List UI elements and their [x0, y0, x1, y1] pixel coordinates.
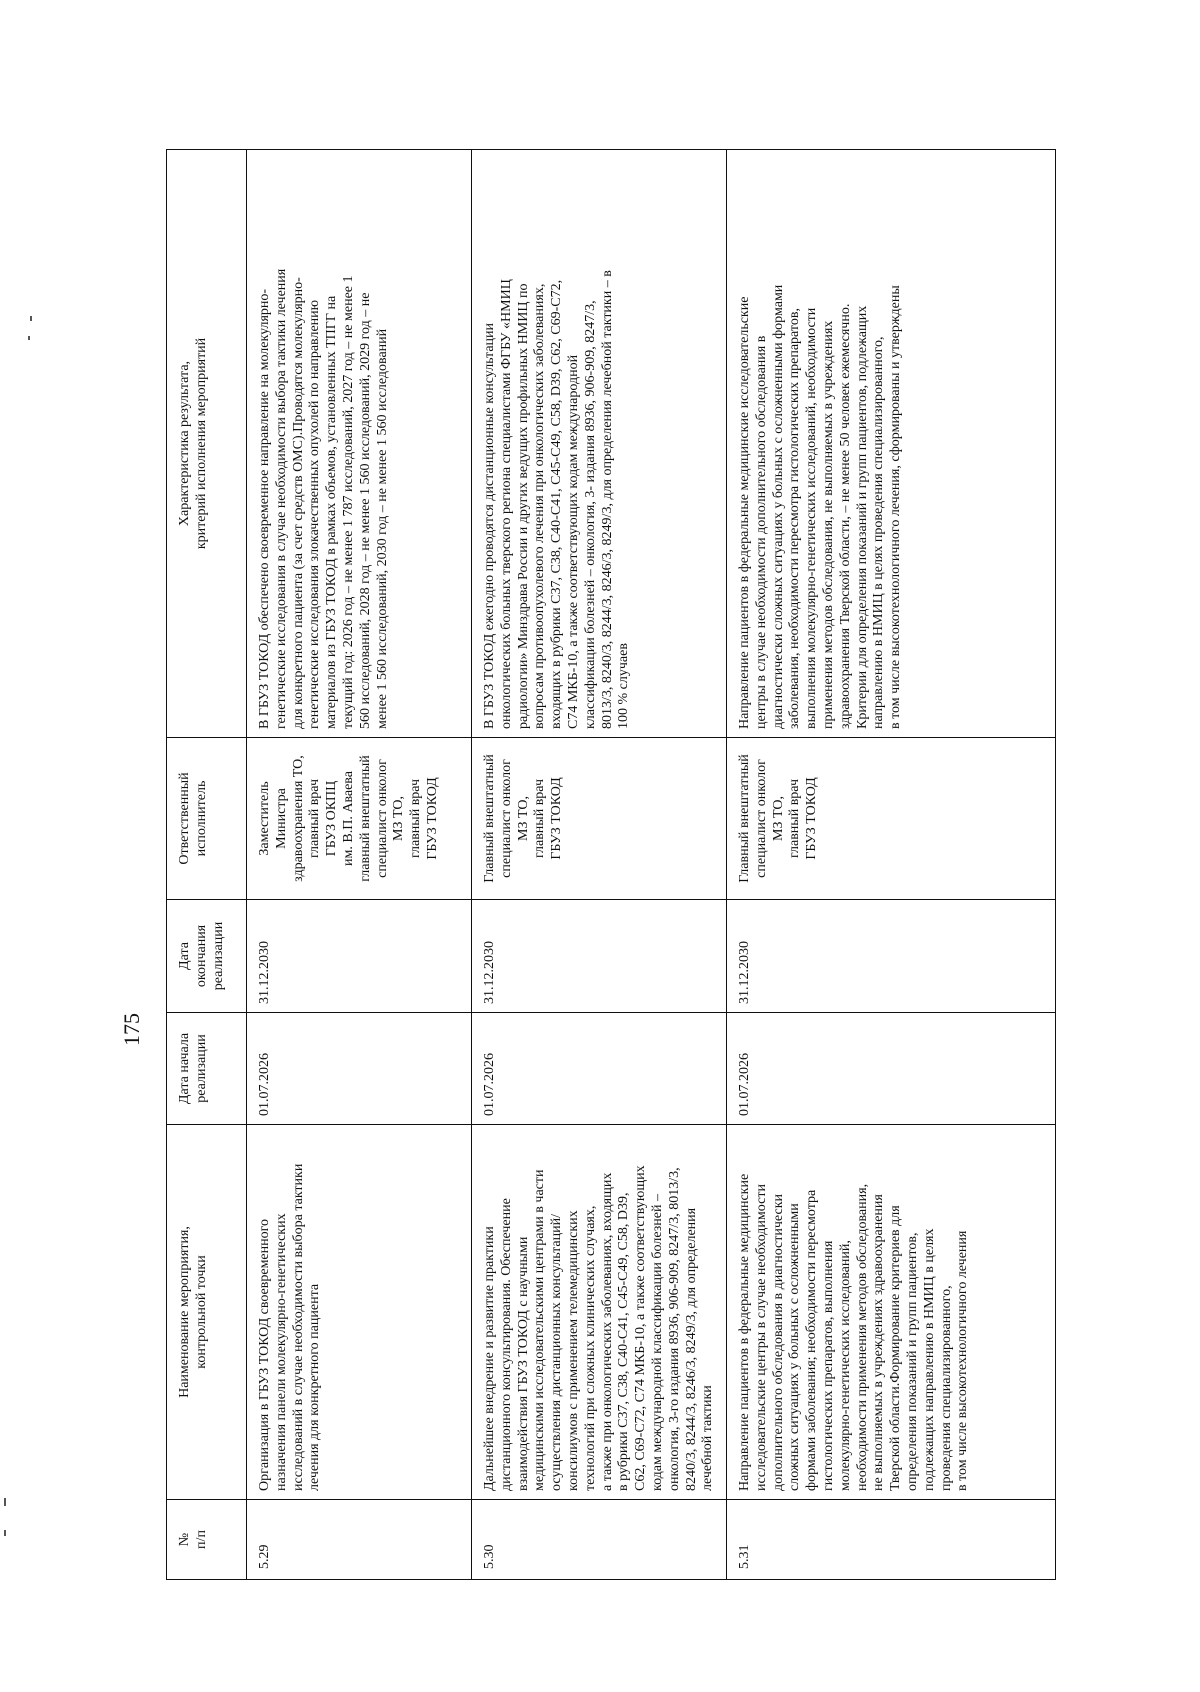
table-row	[247, 150, 472, 1580]
row-number: 5.31	[727, 1500, 1056, 1580]
scan-speck	[4, 1530, 6, 1536]
row-start-date: 01.07.2026	[727, 1013, 1056, 1125]
row-number: 5.29	[247, 1500, 472, 1580]
scan-speck	[4, 1498, 6, 1506]
row-start-date: 01.07.2026	[247, 1013, 472, 1125]
row-responsible: Заместитель Министра здравоохранения ТО, главный врач ГБУЗ ОКПЦ им. В.П. Аваева главный внештатный специалист онколог МЗ ТО, главный врач ГБУЗ ТОКОД	[247, 738, 472, 900]
row-measure-name: Организация в ГБУЗ ТОКОД своевременного назначения панели молекулярно-генетических исследований в случае необходимости выбора тактики лечения для конкретного пациента	[247, 1125, 472, 1500]
header-start-date: Дата начала реализации	[167, 1013, 247, 1125]
header-end-date: Дата окончания реализации	[167, 900, 247, 1013]
header-result: Характеристика результата, критерий исполнения мероприятий	[167, 150, 247, 738]
scan-speck	[30, 316, 32, 321]
row-start-date: 01.07.2026	[472, 1013, 727, 1125]
page-number: 175	[119, 1013, 144, 1046]
row-end-date: 31.12.2030	[247, 900, 472, 1013]
scan-speck	[28, 336, 30, 340]
row-measure-name: Направление пациентов в федеральные медицинские исследовательские центры в случае необходимости дополнительного обследования в диагностически сложных ситуациях у больных с осложненными формами заболевания; необходимости пересмотра гистологических препаратов, выполнения молекулярно-генетических исследований, необходимости применения методов обследования, не выполняемых в учреждениях здравоохранения Тверской области.Формирование критериев для определения показаний и групп пациентов, подлежащих направлению в НМИЦ в целях проведения специализированного, в том числе высокотехнологичного лечения	[727, 1125, 1056, 1500]
row-number: 5.30	[472, 1500, 727, 1580]
row-result: В ГБУЗ ТОКОД ежегодно проводятся дистанционные консультации онкологических больных тверского региона специалистами ФГБУ «НМИЦ радиологии» Минздрава России и других ведущих профильных НМИЦ по вопросам противоопухолевого лечения при онкологических заболеваниях, входящих в рубрики С37, С38, С40-С41, С45-С49, С58, D39, С62, С69-С72, С74 МКБ-10, а также соответствующих кодам международной классификации болезней – онкология, 3- издания 8936, 906-909, 8247/3, 8013/3, 8240/3, 8244/3, 8246/3, 8249/3, для определения лечебной тактики – в 100 % случаев	[472, 150, 727, 738]
table-header-row	[167, 150, 247, 1580]
row-responsible: Главный внештатный специалист онколог МЗ ТО, главный врач ГБУЗ ТОКОД	[472, 738, 727, 900]
table-row	[727, 150, 1056, 1580]
table-row	[472, 150, 727, 1580]
row-responsible: Главный внештатный специалист онколог МЗ ТО, главный врач ГБУЗ ТОКОД	[727, 738, 1056, 900]
header-number: № п/п	[167, 1500, 247, 1580]
row-result: В ГБУЗ ТОКОД обеспечено своевременное направление на молекулярно- генетические исследования в случае необходимости выбора тактики лечения для конкретного пациента (за счет средств ОМС).Проводятся молекулярно- генетические исследования злокачественных опухолей по направлению материалов из ГБУЗ ТОКОД в рамках объемов, установленных ТПГГ на текущий год: 2026 год – не менее 1 787 исследований, 2027 год – не менее 1 560 исследований, 2028 год – не менее 1 560 исследований, 2029 год – не менее 1 560 исследований, 2030 год – не менее 1 560 исследований	[247, 150, 472, 738]
header-measure-name: Наименование мероприятия, контрольной точки	[167, 1125, 247, 1500]
measures-table	[166, 149, 1056, 1580]
row-result: Направление пациентов в федеральные медицинские исследовательские центры в случае необходимости дополнительного обследования в диагностически сложных ситуациях у больных с осложненными формами заболевания, необходимости пересмотра гистологических препаратов, выполнения молекулярно-генетических исследований, необходимости применения методов обследования, не выполняемых в учреждениях здравоохранения Тверской области, – не менее 50 человек ежемесячно. Критерии для определения показаний и групп пациентов, подлежащих направлению в НМИЦ в целях проведения специализированного, в том числе высокотехнологичного лечения, сформированы и утверждены	[727, 150, 1056, 738]
row-measure-name: Дальнейшее внедрение и развитие практики дистанционного консультирования. Обеспечение взаимодействия ГБУЗ ТОКОД с научными медицинскими исследовательскими центрами в части осуществления дистанционных консультаций/ консилиумов с применением телемедицинских технологий при сложных клинических случаях, а также при онкологических заболеваниях, входящих в рубрики С37, С38, С40-С41, С45-С49, С58, D39, С62, С69-С72, С74 МКБ-10, а также соответствующих кодам международной классификации болезней – онкология, 3-го издания 8936, 906-909, 8247/3, 8013/3, 8240/3, 8244/3, 8246/3, 8249/3, для определения лечебной тактики	[472, 1125, 727, 1500]
row-end-date: 31.12.2030	[727, 900, 1056, 1013]
header-responsible: Ответственный исполнитель	[167, 738, 247, 900]
rotated-table-wrapper	[166, 150, 1055, 1580]
row-end-date: 31.12.2030	[472, 900, 727, 1013]
